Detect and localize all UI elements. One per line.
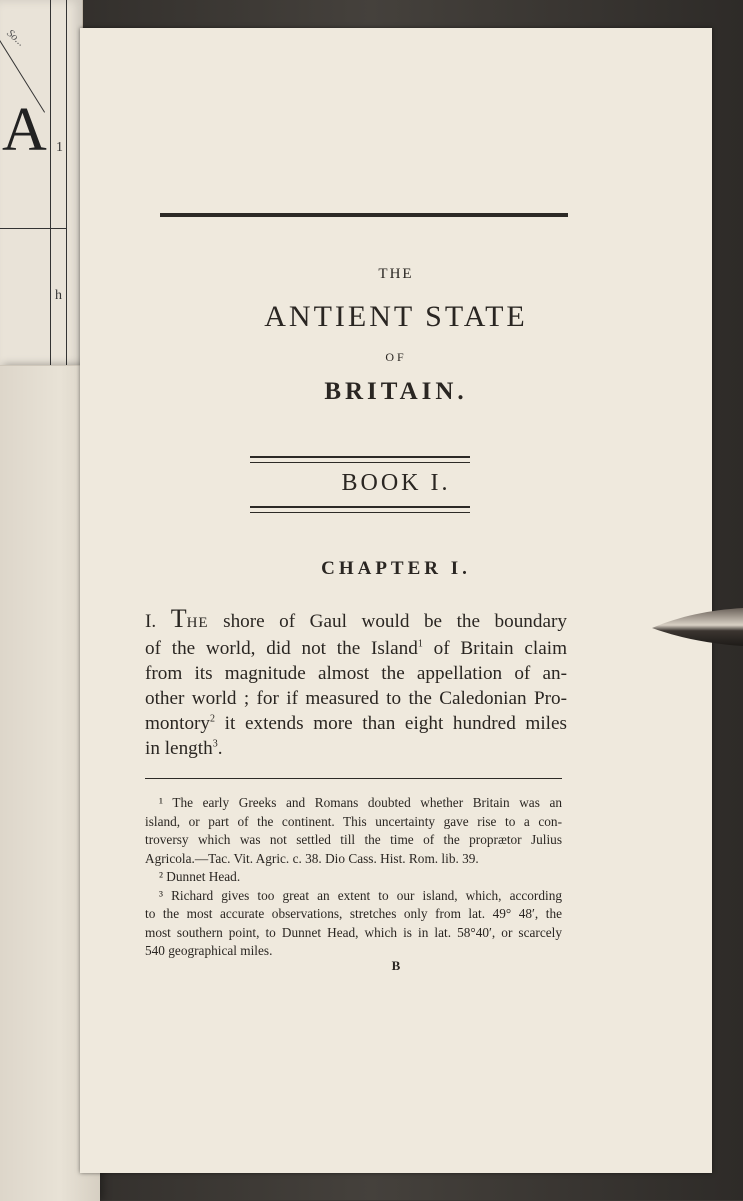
- footnote-line: troversy which was not settled till the time of the proprætor Julius: [145, 832, 562, 847]
- text: .: [217, 738, 223, 759]
- footnote-line: ³ Richard gives too great an extent to our island, which, according: [159, 887, 562, 903]
- book-rule-top: [250, 456, 470, 463]
- paragraph-line: [145, 711, 567, 736]
- map-label: 1: [56, 140, 63, 155]
- book-heading: BOOK I.: [341, 470, 451, 496]
- footnote-line: most southern point, to Dunnet Head, which is in lat. 58°40′, or scarcely: [145, 924, 562, 940]
- footnote-line: ¹ The early Greeks and Romans doubted whether Britain was an: [159, 795, 562, 810]
- paragraph-line: other world ; for if measured to the Caledonian Pro-: [145, 688, 567, 709]
- folded-map-page: [0, 0, 83, 420]
- footnote-line: ² Dunnet Head.: [159, 869, 241, 884]
- footnote-rule: [145, 778, 562, 779]
- text: montory: [145, 713, 211, 734]
- book-page: [80, 28, 712, 1173]
- footnotes: [145, 794, 562, 961]
- footnote-ref: 2: [210, 713, 216, 725]
- text: shore of Gaul would be the boundary: [208, 611, 567, 632]
- map-line: [50, 0, 51, 400]
- paragraph: [145, 606, 567, 761]
- small-caps: HE: [186, 615, 209, 631]
- title-antient-state: ANTIENT STATE: [264, 300, 528, 333]
- text: it extends more than eight hundred miles: [215, 713, 567, 734]
- book-rule-bottom: [250, 506, 470, 513]
- title-of: OF: [385, 350, 407, 364]
- paragraph-number: I.: [145, 611, 157, 632]
- footnote-ref: 3: [212, 738, 218, 750]
- map-label: h: [55, 288, 62, 303]
- footnote-ref: 1: [417, 638, 423, 650]
- footnote-line: 540 geographical miles.: [145, 943, 273, 958]
- title-britain: BRITAIN.: [324, 378, 468, 405]
- footnote-line: island, or part of the continent. This uncertainty gave rise to a con-: [145, 813, 562, 829]
- footnote-line: Agricola.—Tac. Vit. Agric. c. 38. Dio Cass. Hist. Rom. lib. 39.: [145, 850, 479, 866]
- map-script-text: So...: [4, 27, 27, 49]
- paragraph-line: [145, 606, 567, 636]
- paragraph-line: [145, 636, 567, 661]
- chapter-heading: CHAPTER I.: [321, 558, 471, 579]
- paragraph-line: from its magnitude almost the appellation of an-: [145, 663, 567, 684]
- text: of the world, did not the Island: [145, 638, 418, 659]
- map-line: [66, 0, 67, 400]
- footnote-line: to the most accurate observations, stretches only from lat. 49° 48′, the: [145, 906, 562, 921]
- signature-mark: B: [391, 958, 401, 973]
- title-the: THE: [378, 266, 414, 282]
- drop-cap: T: [170, 604, 187, 633]
- text: in length: [145, 738, 213, 759]
- map-line: [0, 228, 66, 229]
- pen-tip-icon: [650, 606, 743, 650]
- map-letter: A: [2, 96, 47, 164]
- paragraph-line: [145, 736, 567, 761]
- text: of Britain claim: [422, 638, 567, 659]
- top-rule: [160, 213, 568, 217]
